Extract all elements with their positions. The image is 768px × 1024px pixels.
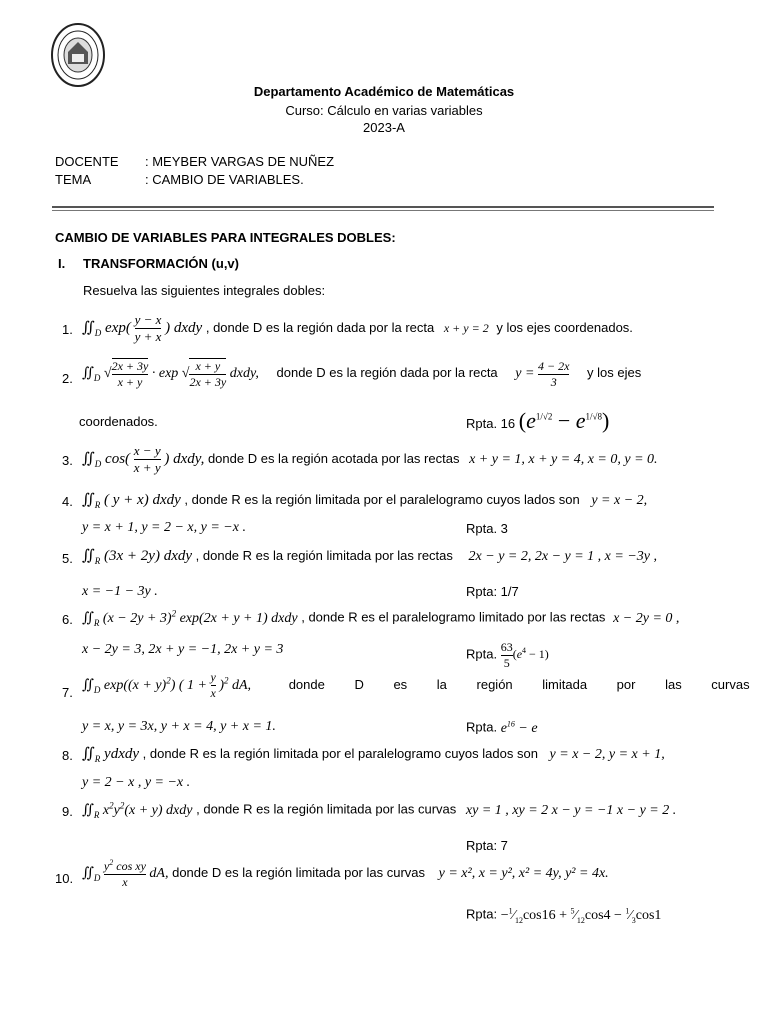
problem-continuation: coordenados. bbox=[79, 414, 158, 429]
problem-5 bbox=[82, 546, 657, 566]
problem-text: , donde R es la región limitada por las curvas bbox=[196, 801, 457, 817]
integral-expression: $∬_D$ $\exp((x + y)^2)$ ( 1 + $\frac{y}{x}$ )$^2$ dA, bbox=[82, 670, 252, 700]
docente-value: : MEYBER VARGAS DE NUÑEZ bbox=[145, 154, 335, 169]
answer-expression: $(e^{1/√2} - e^{1/√8})$ bbox=[518, 408, 610, 433]
integral-expression: $∬_D$ exp( $\frac{y - x}{y + x}$ ) dxdy bbox=[82, 312, 203, 344]
problem-continuation: x = −1 − 3y . bbox=[82, 584, 158, 599]
course-title: Curso: Cálculo en varias variables bbox=[285, 103, 483, 118]
problem-condition: y = x², x = y², x² = 4y, y² = 4x. bbox=[438, 866, 609, 882]
problem-text: donde D es la región acotada por las rectas bbox=[207, 450, 460, 466]
problem-number: 4. bbox=[62, 494, 73, 509]
university-seal-logo bbox=[50, 22, 106, 88]
problem-condition: y = x − 2, bbox=[591, 493, 648, 508]
problem-number: 6. bbox=[62, 612, 73, 627]
problem-continuation: y = x, y = 3x, y + x = 4, y + x = 1. bbox=[82, 719, 276, 734]
integral-expression: $∬_R$ $(x - 2y + 3)^2$ exp(2x + y + 1) dxdy bbox=[82, 608, 298, 628]
answer: Rpta: 7 bbox=[466, 838, 508, 853]
answer-expression: $-^1⁄_{12}\cos 16$ + $^5⁄_{12}\cos 4$ − $^1⁄_3\cos 1$ bbox=[500, 906, 662, 925]
answer bbox=[466, 719, 538, 737]
subsection-number: I. bbox=[58, 256, 66, 271]
answer bbox=[466, 408, 609, 434]
answer-label: Rpta: bbox=[466, 906, 498, 922]
problem-2 bbox=[82, 358, 641, 390]
problem-condition: x + y = 2 bbox=[443, 320, 489, 335]
problem-1 bbox=[82, 312, 633, 345]
problem-4 bbox=[82, 490, 647, 510]
integral-expression: $∬_R$ ( y + x) dxdy bbox=[82, 492, 181, 510]
answer-expression: $\frac{63}{5}$ $(e^4 - 1)$ bbox=[500, 640, 549, 670]
docente-label: DOCENTE bbox=[55, 154, 119, 169]
answer-label: Rpta. 16 bbox=[466, 416, 516, 431]
problem-continuation: x − 2y = 3, 2x + y = −1, 2x + y = 3 bbox=[82, 642, 284, 657]
problem-condition: y = $\frac{4 - 2x}{3}$ bbox=[515, 358, 570, 389]
problem-text: , donde R es la región limitada por el paralelogramo cuyos lados son bbox=[142, 746, 538, 761]
answer-expression: $e^{16} - e$ bbox=[500, 719, 538, 736]
integral-expression: $∬_R$ $x^2y^2(x + y)$ dxdy bbox=[82, 800, 193, 820]
problem-text-tail: y los ejes coordenados. bbox=[496, 319, 633, 335]
integral-expression: $∬_D$ cos( $\frac{x - y}{x + y}$ ) dxdy, bbox=[82, 443, 205, 475]
answer bbox=[466, 906, 661, 924]
integral-expression: $∬_R$ ydxdy bbox=[82, 746, 140, 764]
problem-number: 2. bbox=[62, 371, 73, 386]
problem-number: 10. bbox=[55, 871, 74, 886]
problem-continuation: y = 2 − x , y = −x . bbox=[82, 775, 191, 790]
problem-number: 9. bbox=[62, 804, 73, 819]
problem-condition: x + y = 1, x + y = 4, x = 0, y = 0. bbox=[469, 451, 658, 467]
problem-text: , donde R es la región limitada por el paralelogramo cuyos lados son bbox=[184, 492, 580, 507]
section-title: CAMBIO DE VARIABLES PARA INTEGRALES DOBLES: bbox=[55, 230, 396, 245]
problem-number: 7. bbox=[62, 685, 73, 700]
intro-text: Resuelva las siguientes integrales dobles: bbox=[83, 283, 326, 298]
divider-bottom bbox=[52, 210, 714, 211]
tema-label: TEMA bbox=[55, 172, 92, 187]
problem-text: , donde R es el paralelogramo limitado por las rectas bbox=[301, 609, 606, 625]
problem-text: donde D es la región dada por la recta bbox=[276, 365, 498, 381]
problem-8 bbox=[82, 744, 665, 764]
problem-condition: x − 2y = 0 , bbox=[613, 610, 680, 626]
answer-label: Rpta. bbox=[466, 646, 498, 662]
problem-continuation: y = x + 1, y = 2 − x, y = −x . bbox=[82, 520, 246, 535]
problem-condition: 2x − y = 2, 2x − y = 1 , x = −3y , bbox=[468, 549, 657, 564]
problem-3 bbox=[82, 443, 658, 476]
problem-number: 3. bbox=[62, 453, 73, 468]
subsection-title: TRANSFORMACIÓN (u,v) bbox=[83, 256, 239, 271]
problem-text: , donde R es la región limitada por las rectas bbox=[195, 548, 453, 563]
problem-condition: y = x − 2, y = x + 1, bbox=[549, 747, 665, 762]
integral-expression: $∬_D$ √ $\frac{2x + 3y}{x + y}$ · exp √ $\frac{x + y}{2x + 3y}$ dxdy, bbox=[82, 359, 259, 389]
problem-condition: xy = 1 , xy = 2 x − y = −1 x − y = 2 . bbox=[465, 802, 677, 818]
year-label: 2023-A bbox=[363, 120, 405, 135]
answer: Rpta: 1/7 bbox=[466, 584, 519, 599]
problem-9 bbox=[82, 800, 676, 819]
problem-number: 5. bbox=[62, 551, 73, 566]
divider-top bbox=[52, 206, 714, 208]
integral-expression: $∬_D$ $\frac{y^2 \cos xy}{x}$ dA, bbox=[82, 858, 169, 889]
problem-number: 1. bbox=[62, 322, 73, 337]
tema-value: : CAMBIO DE VARIABLES. bbox=[145, 172, 304, 187]
problem-text-tail: y los ejes bbox=[587, 365, 642, 381]
answer: Rpta. 3 bbox=[466, 521, 508, 536]
problem-6 bbox=[82, 608, 679, 627]
problem-text: donde D es la región limitada por las curvas bbox=[172, 865, 426, 881]
answer-label: Rpta. bbox=[466, 719, 498, 735]
integral-expression: $∬_R$ (3x + 2y) dxdy bbox=[82, 548, 193, 566]
problem-text: , donde D es la región dada por la recta bbox=[205, 319, 435, 335]
problem-text: donde D es la región limitada por las curvas bbox=[288, 676, 750, 692]
problem-number: 8. bbox=[62, 748, 73, 763]
answer bbox=[466, 640, 549, 671]
problem-10 bbox=[82, 858, 609, 890]
problem-7 bbox=[82, 670, 750, 701]
department-title: Departamento Académico de Matemáticas bbox=[253, 84, 515, 99]
